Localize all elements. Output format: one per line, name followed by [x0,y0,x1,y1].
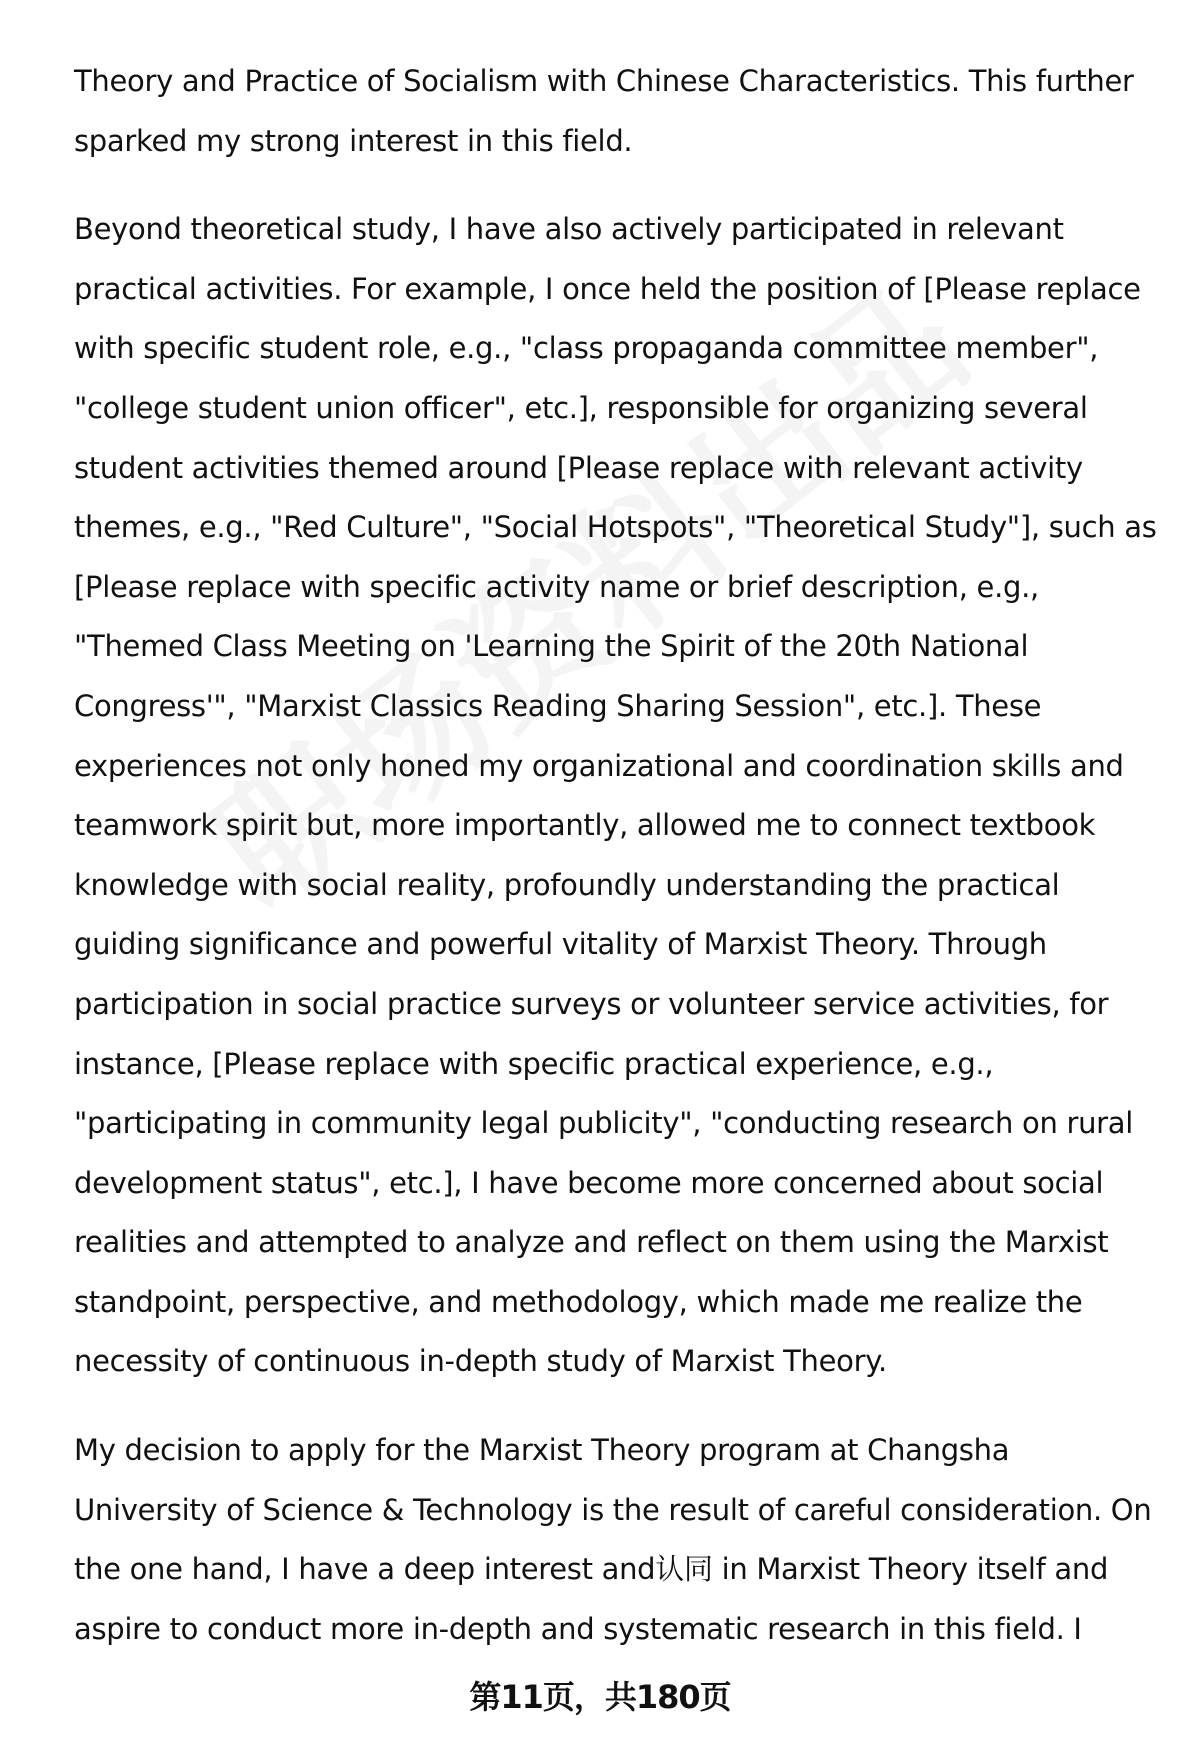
text-line: Congress'", "Marxist Classics Reading Sharing Session", etc.]. These [74,688,1042,723]
text-line: realities and attempted to analyze and reflect on them using the Marxist [74,1225,1109,1260]
text-line: knowledge with social reality, profoundly understanding the practical [74,867,1060,902]
text-line: [Please replace with specific activity name or brief description, e.g., [74,569,1039,604]
text-line: sparked my strong interest in this field. [74,123,633,158]
text-line: My decision to apply for the Marxist Theory program at Changsha [74,1433,1010,1468]
text-line: "Themed Class Meeting on 'Learning the Spirit of the 20th National [74,629,1029,664]
text-line: with specific student role, e.g., "class propaganda committee member", [74,331,1099,366]
text-line: experiences not only honed my organizational and coordination skills and [74,748,1124,783]
text-line: "college student union officer", etc.], responsible for organizing several [74,390,1088,425]
text-line: teamwork spirit but, more importantly, allowed me to connect textbook [74,808,1096,843]
text-line: development status", etc.], I have become more concerned about social [74,1165,1104,1200]
text-line: participation in social practice surveys or volunteer service activities, for [74,986,1109,1021]
text-line: Theory and Practice of Socialism with Chinese Characteristics. This further [74,64,1134,98]
text-line: the one hand, I have a deep interest and认同 in Marxist Theory itself and [74,1552,1109,1587]
text-line: themes, e.g., "Red Culture", "Social Hotspots", "Theoretical Study"], such as [74,510,1157,545]
text-line: standpoint, perspective, and methodology, which made me realize the [74,1284,1083,1319]
text-line: practical activities. For example, I once held the position of [Please replace [74,271,1141,306]
text-line: instance, [Please replace with specific practical experience, e.g., [74,1046,994,1081]
text-line: guiding significance and powerful vitality of Marxist Theory. Through [74,927,1047,962]
text-line: "participating in community legal publicity", "conducting research on rural [74,1106,1134,1141]
page-number: 第11页，共180页 [469,1678,731,1716]
text-line: University of Science & Technology is the result of careful consideration. On [74,1492,1152,1527]
text-line: aspire to conduct more in-depth and systematic research in this field. I [74,1611,1082,1646]
document-body [74,52,1164,1688]
paragraph-1 [74,52,1164,171]
text-line: necessity of continuous in-depth study of Marxist Theory. [74,1344,887,1379]
paragraph-3 [74,1421,1164,1659]
text-line: Beyond theoretical study, I have also actively participated in relevant [74,212,1064,247]
text-line: student activities themed around [Please replace with relevant activity [74,450,1083,485]
paragraph-2 [74,200,1164,1392]
